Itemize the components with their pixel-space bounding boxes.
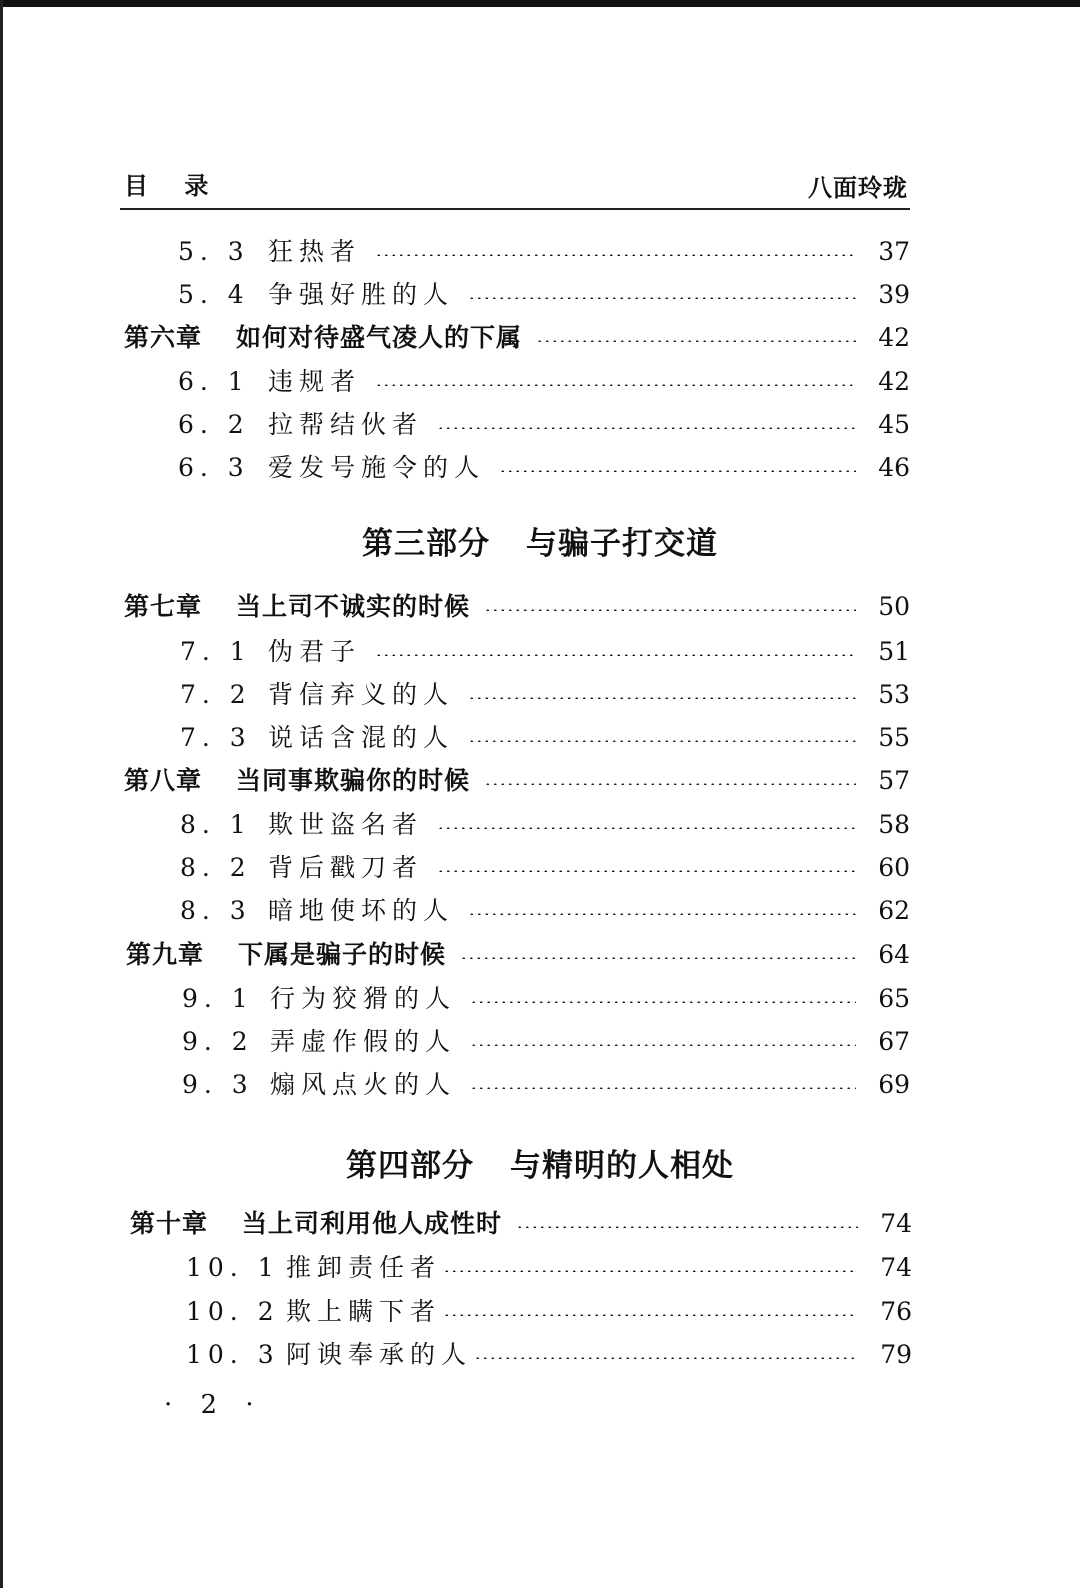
section-number: 9. 1: [182, 984, 254, 1013]
scan-edge-top: [0, 0, 1080, 7]
section-title: 违规者: [268, 367, 362, 396]
dot-leader: [474, 1357, 858, 1359]
chapter-label: 第六章: [124, 323, 203, 352]
part-heading-4: [0, 1140, 1080, 1185]
chapter-title: 下属是骗子的时候: [238, 940, 447, 969]
page-number: 39: [878, 280, 910, 309]
page-number: 45: [878, 410, 910, 439]
section-number: 5. 3: [178, 237, 250, 266]
toc-section-8-1: [180, 805, 910, 845]
section-number: 9. 3: [182, 1070, 254, 1099]
dot-leader: [470, 1087, 856, 1089]
page-number: 65: [878, 984, 910, 1013]
dot-leader: [443, 1270, 858, 1272]
chapter-label: 第八章: [124, 766, 203, 795]
chapter-title: 当上司不诚实的时候: [236, 592, 471, 621]
toc-chapter-10: [130, 1204, 912, 1244]
dot-leader: [468, 297, 856, 299]
part-title: 与骗子打交道: [526, 526, 718, 562]
toc-section-6-3: [178, 448, 910, 488]
toc-section-7-2: [180, 675, 910, 715]
toc-chapter-6: [124, 318, 910, 358]
dot-leader: [484, 783, 856, 785]
section-number: 10. 3: [186, 1340, 280, 1369]
section-title: 推卸责任者: [286, 1253, 442, 1282]
chapter-title: 如何对待盛气凌人的下属: [236, 323, 523, 352]
running-header: [124, 166, 908, 206]
section-number: 6. 1: [178, 367, 250, 396]
toc-chapter-9: [126, 935, 910, 975]
page-number: 57: [878, 766, 910, 795]
page-number: 67: [878, 1027, 910, 1056]
section-title: 欺上瞒下者: [286, 1297, 442, 1326]
section-number: 5. 4: [178, 280, 250, 309]
section-title: 背后戳刀者: [268, 853, 424, 882]
section-title: 争强好胜的人: [268, 280, 455, 309]
toc-chapter-8: [124, 761, 910, 801]
page-number: 58: [878, 810, 910, 839]
dot-leader: [536, 340, 856, 342]
dot-leader: [437, 427, 856, 429]
page-number: 46: [878, 453, 910, 482]
toc-section-10-3: [186, 1335, 912, 1375]
page-number: 51: [878, 637, 910, 666]
page-number: 50: [878, 592, 910, 621]
section-title: 爱发号施令的人: [268, 453, 486, 482]
dot-leader: [468, 913, 856, 915]
section-title: 暗地使坏的人: [268, 896, 455, 925]
toc-section-5-4: [178, 275, 910, 315]
section-number: 9. 2: [182, 1027, 254, 1056]
folio-page-number: · 2 ·: [164, 1390, 264, 1420]
section-number: 6. 2: [178, 410, 250, 439]
toc-section-9-3: [182, 1065, 910, 1105]
toc-section-6-1: [178, 362, 910, 402]
section-title: 狂热者: [268, 237, 362, 266]
section-number: 7. 3: [180, 723, 252, 752]
section-number: 10. 1: [186, 1253, 280, 1282]
page-number: 42: [878, 323, 910, 352]
page-number: 55: [878, 723, 910, 752]
section-title: 行为狡猾的人: [270, 984, 457, 1013]
page-number: 42: [878, 367, 910, 396]
dot-leader: [468, 697, 856, 699]
section-title: 欺世盗名者: [268, 810, 424, 839]
part-label: 第三部分: [362, 526, 490, 562]
dot-leader: [437, 827, 856, 829]
toc-section-9-2: [182, 1022, 910, 1062]
section-number: 6. 3: [178, 453, 250, 482]
header-book-title: 八面玲珑: [808, 174, 908, 202]
chapter-label: 第十章: [130, 1209, 209, 1238]
toc-section-7-1: [180, 632, 910, 672]
part-title: 与精明的人相处: [510, 1148, 734, 1184]
page-number: 74: [880, 1209, 912, 1238]
toc-section-10-2: [186, 1292, 912, 1332]
page-number: 76: [880, 1297, 912, 1326]
section-title: 说话含混的人: [268, 723, 455, 752]
section-title: 伪君子: [268, 637, 362, 666]
page-number: 64: [878, 940, 910, 969]
toc-chapter-7: [124, 587, 910, 627]
dot-leader: [375, 654, 856, 656]
toc-section-10-1: [186, 1248, 912, 1288]
scan-edge-left: [0, 0, 3, 1588]
page-number: 79: [880, 1340, 912, 1369]
chapter-label: 第七章: [124, 592, 203, 621]
dot-leader: [470, 1001, 856, 1003]
section-title: 弄虚作假的人: [270, 1027, 457, 1056]
part-label: 第四部分: [346, 1148, 474, 1184]
section-title: 拉帮结伙者: [268, 410, 424, 439]
section-number: 8. 3: [180, 896, 252, 925]
toc-section-8-2: [180, 848, 910, 888]
section-number: 10. 2: [186, 1297, 280, 1326]
chapter-label: 第九章: [126, 940, 205, 969]
dot-leader: [437, 870, 856, 872]
section-number: 7. 2: [180, 680, 252, 709]
dot-leader: [443, 1314, 858, 1316]
toc-section-7-3: [180, 718, 910, 758]
section-number: 7. 1: [180, 637, 252, 666]
dot-leader: [468, 740, 856, 742]
section-title: 煽风点火的人: [270, 1070, 457, 1099]
toc-section-6-2: [178, 405, 910, 445]
toc-section-8-3: [180, 891, 910, 931]
header-rule: [120, 208, 910, 210]
header-contents-label: 目 录: [124, 172, 223, 200]
page-number: 62: [878, 896, 910, 925]
chapter-title: 当上司利用他人成性时: [242, 1209, 503, 1238]
chapter-title: 当同事欺骗你的时候: [236, 766, 471, 795]
page-number: 74: [880, 1253, 912, 1282]
page-number: 69: [878, 1070, 910, 1099]
page-number: 53: [878, 680, 910, 709]
section-number: 8. 2: [180, 853, 252, 882]
section-number: 8. 1: [180, 810, 252, 839]
dot-leader: [375, 384, 856, 386]
dot-leader: [499, 470, 856, 472]
section-title: 阿谀奉承的人: [286, 1340, 473, 1369]
toc-section-5-3: [178, 232, 910, 272]
dot-leader: [375, 254, 856, 256]
page-number: 37: [878, 237, 910, 266]
part-heading-3: [0, 518, 1080, 563]
dot-leader: [470, 1044, 856, 1046]
toc-section-9-1: [182, 979, 910, 1019]
dot-leader: [516, 1226, 858, 1228]
section-title: 背信弃义的人: [268, 680, 455, 709]
page-number: 60: [878, 853, 910, 882]
dot-leader: [484, 609, 856, 611]
dot-leader: [460, 957, 856, 959]
